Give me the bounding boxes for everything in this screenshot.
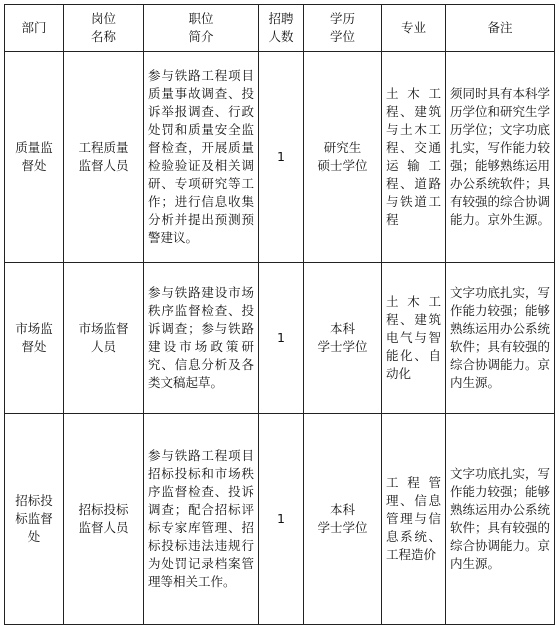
cell-degree: 研究生 硕士学位 xyxy=(304,52,382,263)
cell-post: 招标投标 监督人员 xyxy=(64,414,144,625)
header-degree: 学历 学位 xyxy=(304,5,382,52)
cell-desc: 参与铁路工程项目招标投标和市场秩序监督检查、投诉调查；配合招标评标专家库管理、招标投标违法违规行为处罚记录档案管理等相关工作。 xyxy=(144,414,259,625)
header-desc: 职位 简介 xyxy=(144,5,259,52)
cell-note: 文字功底扎实，写作能力较强；能够熟练运用办公系统软件；具有较强的综合协调能力。京内生源。 xyxy=(446,414,555,625)
header-dept: 部门 xyxy=(5,5,64,52)
cell-count: 1 xyxy=(259,52,304,263)
table-row xyxy=(5,414,555,625)
cell-major: 土木工程、建筑电气与智能化、自动化 xyxy=(382,263,446,414)
header-note: 备注 xyxy=(446,5,555,52)
recruitment-table xyxy=(4,4,555,625)
table-row xyxy=(5,52,555,263)
cell-dept: 招标投 标监督 处 xyxy=(5,414,64,625)
cell-note: 须同时具有本科学历学位和研究生学历学位；文字功底扎实，写作能力较强；能够熟练运用办公系统软件；具有较强的综合协调能力。京外生源。 xyxy=(446,52,555,263)
cell-major: 土木工程、建筑与土木工程、交通运输工程、道路与铁道工程 xyxy=(382,52,446,263)
cell-dept: 市场监 督处 xyxy=(5,263,64,414)
table-row xyxy=(5,263,555,414)
header-row xyxy=(5,5,555,52)
cell-desc: 参与铁路建设市场秩序监督检查、投诉调查；参与铁路建设市场政策研究、信息分析及各类文稿起草。 xyxy=(144,263,259,414)
cell-major: 工程管理、信息管理与信息系统、工程造价 xyxy=(382,414,446,625)
cell-degree: 本科 学士学位 xyxy=(304,414,382,625)
header-post: 岗位 名称 xyxy=(64,5,144,52)
header-major: 专业 xyxy=(382,5,446,52)
cell-dept: 质量监 督处 xyxy=(5,52,64,263)
cell-desc: 参与铁路工程项目质量事故调查、投诉举报调查、行政处罚和质量安全监督检查，开展质量检验验证及相关调研、专项研究等工作；进行信息收集分析并提出预测预警建议。 xyxy=(144,52,259,263)
cell-degree: 本科 学士学位 xyxy=(304,263,382,414)
header-count: 招聘 人数 xyxy=(259,5,304,52)
cell-count: 1 xyxy=(259,263,304,414)
cell-post: 工程质量 监督人员 xyxy=(64,52,144,263)
cell-post: 市场监督 人员 xyxy=(64,263,144,414)
cell-count: 1 xyxy=(259,414,304,625)
cell-note: 文字功底扎实，写作能力较强；能够熟练运用办公系统软件；具有较强的综合协调能力。京内生源。 xyxy=(446,263,555,414)
